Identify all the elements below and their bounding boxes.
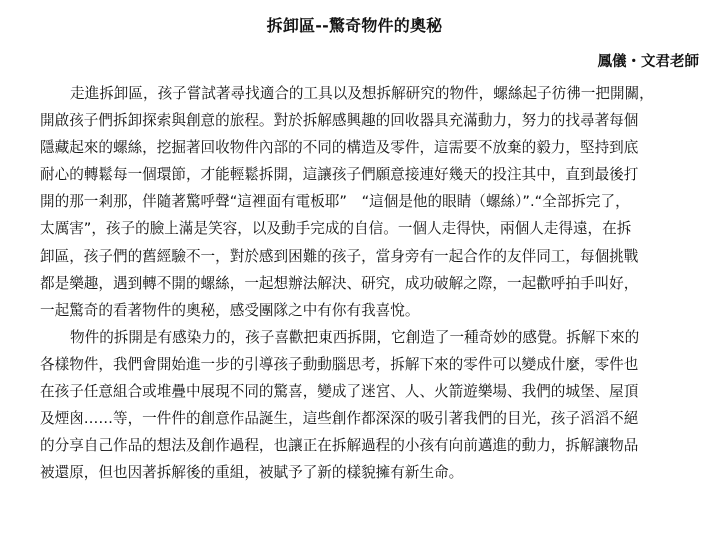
text-line: 太厲害”，孩子的臉上滿是笑容，以及動手完成的自信。一個人走得快，兩個人走得遠，在拆 bbox=[40, 220, 632, 238]
text-line: 卸區，孩子們的舊經驗不一，對於感到困難的孩子，當身旁有一起合作的友伴同工，每個挑戰 bbox=[40, 247, 639, 265]
paragraph-2 bbox=[40, 324, 688, 487]
paragraph-1 bbox=[40, 80, 688, 324]
text-line: 被還原，但也因著拆解後的重組，被賦予了新的樣貌擁有新生命。 bbox=[40, 464, 464, 482]
text-line: 走進拆卸區，孩子嘗試著尋找適合的工具以及想拆解研究的物件，螺絲起子彷彿一把開關， bbox=[70, 85, 654, 102]
text-line: 都是樂趣，遇到轉不開的螺絲，一起想辦法解決、研究，成功破解之際，一起歡呼拍手叫好， bbox=[40, 274, 639, 292]
text-line: 耐心的轉鬆每一個環節，才能輕鬆拆開，這讓孩子們願意接連好幾天的投注其中，直到最後打 bbox=[40, 166, 639, 184]
text-line: 物件的拆開是有感染力的，孩子喜歡把東西拆開，它創造了一種奇妙的感覺。拆解下來的 bbox=[70, 328, 640, 346]
text-line: 在孩子任意組合或堆疊中展現不同的驚喜，變成了迷宮、人、火箭遊樂場、我們的城堡、屋頂 bbox=[40, 383, 639, 401]
text-line: 開的那一剎那，伴隨著驚呼聲“這裡面有電板耶” “這個是他的眼睛（螺絲）”.“全部拆完了， bbox=[40, 193, 630, 211]
document-title: 拆卸區--驚奇物件的奧秘 bbox=[266, 16, 443, 35]
text-line: 及煙囪……等，一件件的創意作品誕生，這些創作都深深的吸引著我們的目光，孩子滔滔不絕 bbox=[40, 410, 639, 428]
text-line: 各樣物件，我們會開始進一步的引導孩子動動腦思考，拆解下來的零件可以變成什麼，零件也 bbox=[40, 355, 639, 373]
text-line: 一起驚奇的看著物件的奧秘，感受團隊之中有你有我喜悅。 bbox=[40, 301, 420, 319]
author-byline: 鳳儀・文君老師 bbox=[597, 54, 699, 70]
article-body bbox=[40, 80, 688, 486]
text-line: 隱藏起來的螺絲，挖掘著回收物件內部的不同的構造及零件，這需要不放棄的毅力，堅持到底 bbox=[40, 139, 639, 157]
text-line: 的分享自己作品的想法及創作過程，也讓正在拆解過程的小孩有向前邁進的動力，拆解讓物品 bbox=[40, 437, 639, 455]
text-line: 開啟孩子們拆卸探索與創意的旅程。對於拆解感興趣的回收器具充滿動力，努力的找尋著每個 bbox=[40, 112, 639, 130]
